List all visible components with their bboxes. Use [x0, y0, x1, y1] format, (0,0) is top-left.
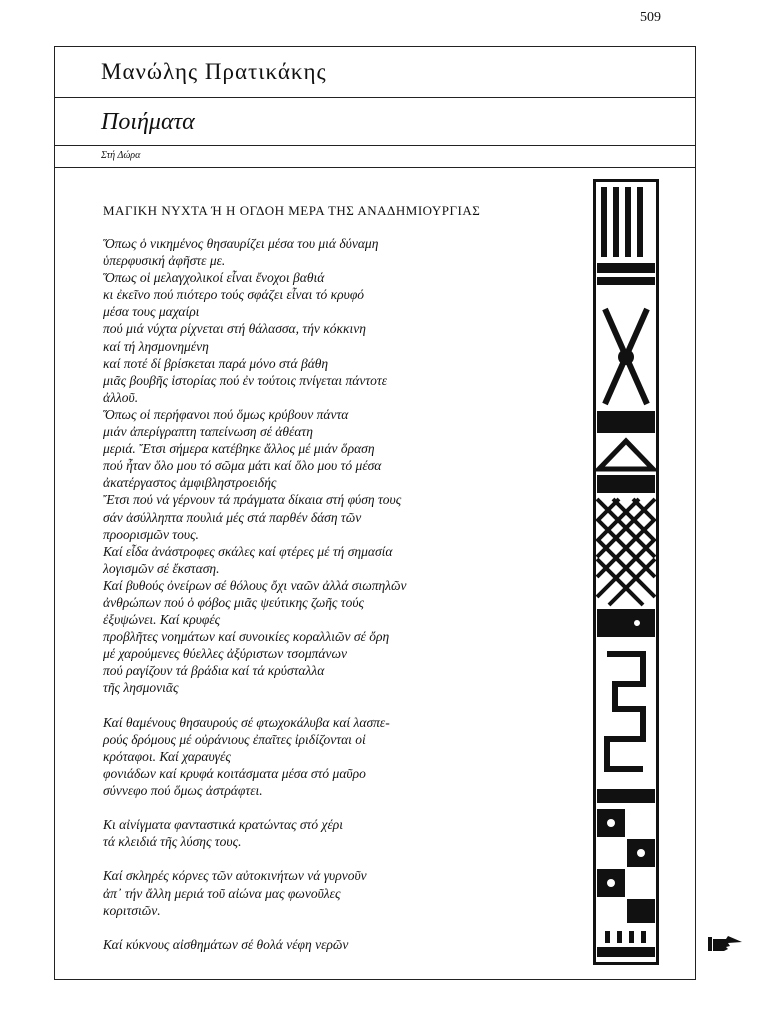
poem-line: ἐξυψώνει. Καί κρυφές [103, 612, 221, 628]
poem-title: ΜΑΓΙΚΗ ΝΥΧΤΑ Ή Η ΟΓΔΟΗ ΜΕΡΑ ΤΗΣ ΑΝΑΔΗΜΙΟΥΡΓΙΑΣ [103, 203, 481, 218]
author-name: Μανώλης Πρατικάκης [101, 59, 327, 84]
poem-line: Καί σκληρές κόρνες τῶν αὐτοκινήτων νά γυρνοῦν [103, 868, 367, 884]
poem-line: σύννεφο πού ὅμως ἀστράφτει. [103, 783, 263, 798]
pointing-hand-icon [708, 934, 744, 954]
poem-line: καί ποτέ δί βρίσκεται παρά μόνο στά βάθη [103, 355, 329, 371]
poem-line: Ὅπως οἱ περήφανοι πού ὅμως κρύβουν πάντα [103, 406, 349, 422]
poem-line: τῆς λησμονιᾶς [103, 680, 179, 696]
poem-line: λογισμῶν σέ ἔκσταση. [103, 560, 220, 576]
poem-line: πού ραγίζουν τά βράδια καί τά κρύσταλλα [103, 663, 325, 679]
poem-line: Καί θαμένους θησαυρούς σέ φτωχοκάλυβα καί λασπε- [103, 714, 390, 730]
poem-line: Κι αἰνίγματα φανταστικά κρατώντας στό χέρι [103, 817, 343, 833]
poem-line: πού ἦταν ὅλο μου τό σῶμα μάτι καί ὅλο μου τό μέσα [103, 458, 382, 474]
poem-line: κι ἐκεῖνο πού πιότερο τούς σφάζει εἶναι τό κρυφό [103, 287, 365, 303]
poem-line: Καί κύκνους αἰσθημάτων σέ θολά νέφη νερῶν [103, 936, 349, 952]
stanza-gap [103, 799, 543, 816]
title-row [55, 97, 695, 146]
poem-line: προβλῆτες νοημάτων καί συνοικίες κοραλλιῶν σέ ὄρη [103, 629, 390, 645]
poem-line: μιάν ἀπερίγραπτη ταπείνωση σέ ἀθέατη [103, 424, 313, 440]
stanza-gap [103, 919, 543, 936]
poem-line: ἀνθρώπων πού ὁ φόβος μιᾶς ψεύτικης ζωῆς τούς [103, 594, 365, 610]
poem-line: ἀκατέργαστος ἀμφιβληστροειδής [103, 475, 277, 491]
poem-line: Καί εἶδα ἀνάστροφες σκάλες καί φτέρες μέ τή σημασία [103, 543, 393, 559]
poem-line: ἀλλοῦ. [103, 389, 139, 405]
poem-line: μέ χαρούμενες θύελλες ἀξύριστων τσομπάνων [103, 646, 347, 662]
poem-line: Καί βυθούς ὀνείρων σέ θόλους ὄχι ναῶν ἀλλά σιωπηλῶν [103, 577, 407, 593]
poem-line: καί τή λησμονημένη [103, 338, 209, 354]
page-number: 509 [640, 10, 661, 25]
poem-line: ὑπερφυσική ἀφῆστε με. [103, 253, 226, 269]
poem-line: σάν ἀσύλληπτα πουλιά μές στά παρθέν δάση τῶν [103, 509, 362, 525]
dedication: Στή Δώρα [101, 150, 141, 161]
page-frame [54, 46, 696, 980]
poem-line: πού μιά νύχτα ρίχνεται στή θάλασσα, τήν κόκκινη [103, 321, 366, 337]
poem-line: Ὅπως ὁ νικημένος θησαυρίζει μέσα του μιά δύναμη [103, 236, 379, 251]
stanza-gap [103, 697, 543, 714]
poem-line: τά κλειδιά τῆς λύσης τους. [103, 834, 242, 850]
section-title: Ποιήματα [101, 109, 195, 135]
author-row [55, 47, 695, 98]
poem-line: κοριτσιῶν. [103, 902, 161, 918]
stanza-gap [103, 850, 543, 867]
decorative-band-icon [593, 179, 659, 965]
poem-line: μιᾶς βουβῆς ἱστορίας πού ἐν τούτοις πνίγεται πάντοτε [103, 372, 388, 388]
poem-line: κρόταφοι. Καί χαραυγές [103, 748, 231, 764]
poem-line: Ἔτσι πού νά γέρνουν τά πράγματα δίκαια στή φύση τους [103, 492, 402, 508]
poem-line: μέσα τους μαχαίρι [103, 304, 200, 320]
poem-line: ρούς δρόμους μέ οὐράνιους ἐπαῖτες ἰριδίζονται οἱ [103, 731, 366, 747]
poem-body [103, 235, 543, 953]
poem-line: προορισμῶν τους. [103, 526, 199, 542]
poem-line: Ὅπως οἱ μελαγχολικοί εἶναι ἔνοχοι βαθιά [103, 270, 325, 286]
poem-line: μεριά. Ἔτσι σήμερα κατέβηκε ἄλλος μέ μιάν ὅραση [103, 441, 375, 457]
dedication-row [55, 145, 695, 168]
poem-line: φονιάδων καί κρυφά κοιτάσματα μέσα στό μαῦρο [103, 765, 366, 781]
poem-line: ἀπ᾽ τήν ἄλλη μεριά τοῦ αἰώνα μας φωνοῦλες [103, 885, 341, 901]
